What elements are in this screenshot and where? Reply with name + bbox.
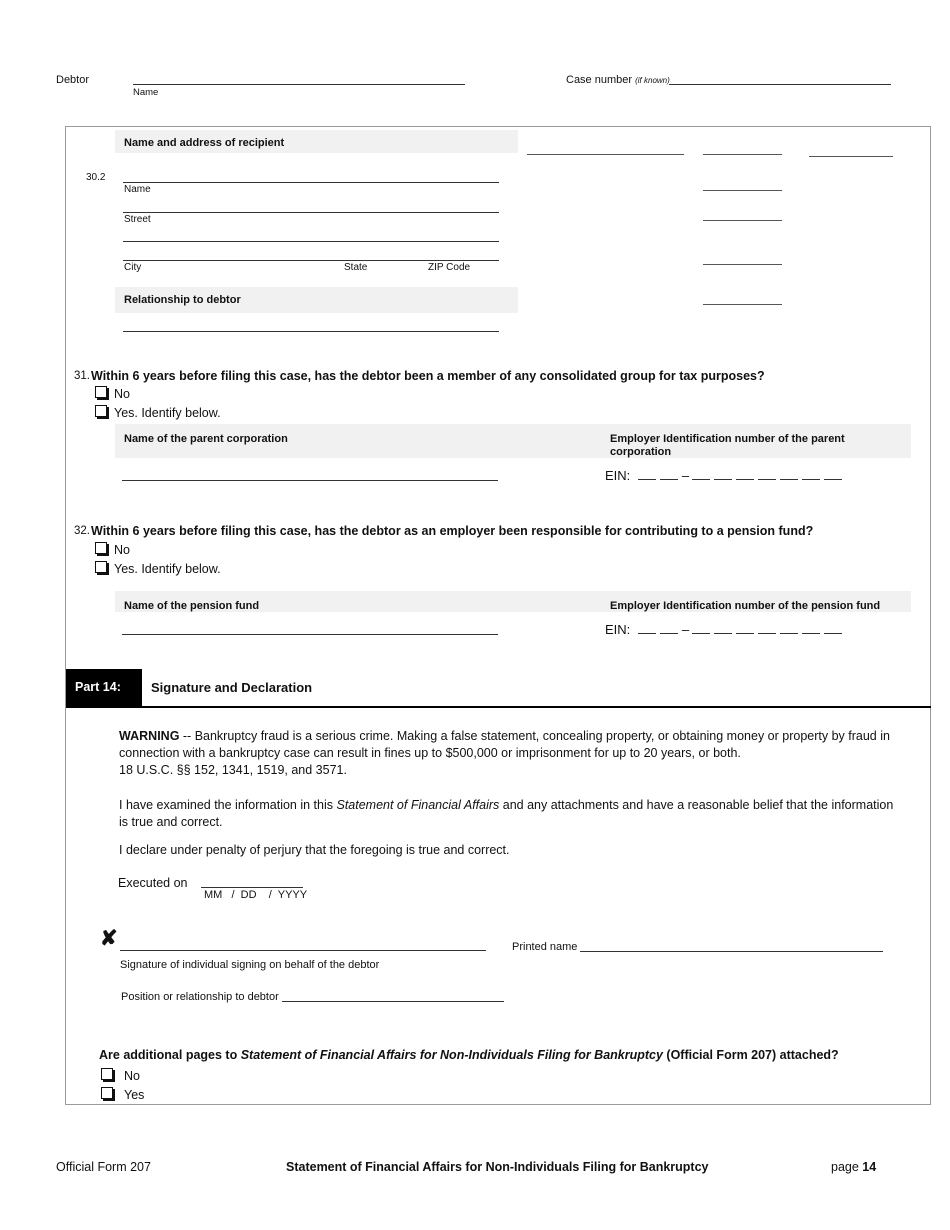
relationship-field[interactable] xyxy=(123,331,499,332)
q32-col-ein: Employer Identification number of the pension fund xyxy=(610,600,881,612)
additional-no-label: No xyxy=(124,1069,140,1083)
q32-ein-label: EIN: xyxy=(605,622,631,637)
street-caption: Street xyxy=(124,214,151,225)
col-field-3[interactable] xyxy=(809,156,893,157)
item-number: 30.2 xyxy=(86,172,106,183)
recipient-header: Name and address of recipient xyxy=(124,137,285,149)
position-label: Position or relationship to debtor xyxy=(121,991,279,1003)
page-number: 14 xyxy=(862,1160,877,1174)
signature-field[interactable] xyxy=(120,950,486,951)
part14-title: Signature and Declaration xyxy=(151,680,313,695)
footer-page: page 14 xyxy=(831,1160,877,1174)
city-state-zip-field[interactable] xyxy=(123,260,499,261)
additional-pages-question: Are additional pages to Statement of Financial Affairs for Non-Individuals Filing for Bankruptcy (Official Form 207) attached? xyxy=(99,1048,839,1062)
zip-caption: ZIP Code xyxy=(428,262,471,273)
q31-parent-name-field[interactable] xyxy=(122,480,498,481)
warning-paragraph: WARNING -- Bankruptcy fraud is a serious crime. Making a false statement, concealing property, or obtaining money or property by fraud in connection with a bankruptcy case can result in fines up to $500,000 or imprisonment for up to 20 years, or both. 18 U.S.C. §§ 152, 1341, 1519, and 3571. xyxy=(119,729,890,777)
examined-paragraph: I have examined the information in this Statement of Financial Affairs and any attachments and have a reasonable belief that the information is true and correct. xyxy=(119,798,894,829)
q32-no-checkbox[interactable] xyxy=(95,542,107,554)
q31-no-checkbox[interactable] xyxy=(95,386,107,398)
signature-caption: Signature of individual signing on behalf of the debtor xyxy=(120,959,380,971)
q32-col-name: Name of the pension fund xyxy=(124,600,260,612)
amount-field-4[interactable] xyxy=(703,304,782,305)
declare-text: I declare under penalty of perjury that the foregoing is true and correct. xyxy=(119,843,510,857)
additional-yes-checkbox[interactable] xyxy=(101,1087,113,1099)
street-line2-field[interactable] xyxy=(123,241,499,242)
recipient-name-field[interactable] xyxy=(123,182,499,183)
position-field[interactable] xyxy=(282,1001,504,1002)
debtor-name-field[interactable] xyxy=(133,84,465,85)
col-field-1[interactable] xyxy=(527,154,684,155)
q31-col-ein: Employer Identification number of the parent corporation xyxy=(610,433,845,458)
q32-number: 32. xyxy=(74,525,90,537)
q31-yes-label: Yes. Identify below. xyxy=(114,406,221,420)
case-number-label: Case number (if known) xyxy=(566,74,670,86)
street-field[interactable] xyxy=(123,212,499,213)
additional-no-checkbox[interactable] xyxy=(101,1068,113,1080)
q31-ein-field[interactable]: EIN: – xyxy=(605,468,846,483)
q32-yes-label: Yes. Identify below. xyxy=(114,562,221,576)
amount-field-3[interactable] xyxy=(703,264,782,265)
col-field-2[interactable] xyxy=(703,154,782,155)
q32-fund-name-field[interactable] xyxy=(122,634,498,635)
additional-yes-label: Yes xyxy=(124,1088,145,1102)
name-caption: Name xyxy=(124,184,151,195)
printed-name-field[interactable] xyxy=(580,951,883,952)
relationship-header: Relationship to debtor xyxy=(124,294,241,306)
state-caption: State xyxy=(344,262,368,273)
debtor-name-caption: Name xyxy=(133,87,159,98)
q31-no-label: No xyxy=(114,387,130,401)
q31-col-name: Name of the parent corporation xyxy=(124,433,288,445)
q31-question: Within 6 years before filing this case, has the debtor been a member of any consolidated group for tax purposes? xyxy=(91,369,765,383)
q31-ein-label: EIN: xyxy=(605,468,631,483)
signature-x-icon: ✘ xyxy=(100,927,118,950)
q31-number: 31. xyxy=(74,370,90,382)
amount-field-2[interactable] xyxy=(703,220,782,221)
city-caption: City xyxy=(124,262,142,273)
printed-name-label: Printed name xyxy=(512,941,578,953)
debtor-label: Debtor xyxy=(56,74,90,86)
footer-title: Statement of Financial Affairs for Non-Individuals Filing for Bankruptcy xyxy=(286,1160,709,1174)
q31-yes-checkbox[interactable] xyxy=(95,405,107,417)
part14-label-box xyxy=(66,669,142,707)
executed-on-label: Executed on xyxy=(118,876,188,890)
q32-ein-field[interactable]: EIN: – xyxy=(605,622,846,637)
amount-field-1[interactable] xyxy=(703,190,782,191)
date-format-caption: MM / DD / YYYY xyxy=(204,889,308,901)
case-number-field[interactable] xyxy=(669,84,891,85)
q32-yes-checkbox[interactable] xyxy=(95,561,107,573)
part14-label: Part 14: xyxy=(75,680,121,694)
q32-no-label: No xyxy=(114,543,130,557)
executed-date-field[interactable] xyxy=(201,887,303,888)
q32-question: Within 6 years before filing this case, has the debtor as an employer been responsible for contributing to a pension fund? xyxy=(91,524,814,538)
footer-form-name: Official Form 207 xyxy=(56,1160,151,1174)
part14-rule xyxy=(66,706,931,708)
